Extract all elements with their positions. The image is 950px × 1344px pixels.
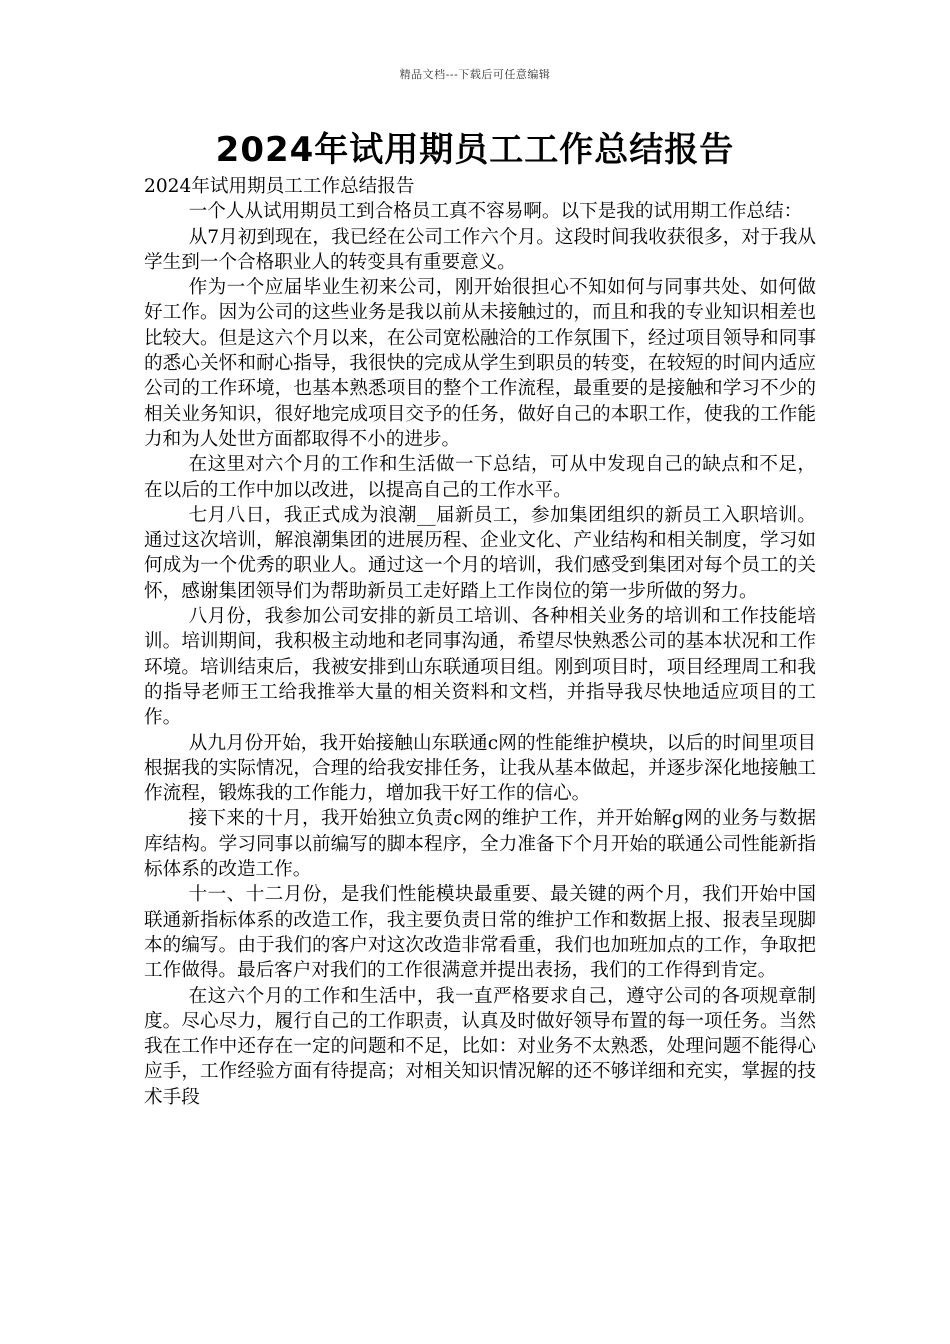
document-title: 2024年试用期员工工作总结报告 [215, 130, 735, 170]
paragraph: 作为一个应届毕业生初来公司，刚开始很担心不知如何与同事共处、如何做好工作。因为公司的这些业务是我以前从未接触过的，而且和我的专业知识相差也比较大。但是这六个月以来，在公司宽松融洽的工作氛围下，经过项目领导和同事的悉心关怀和耐心指导，我很快的完成从学生到职员的转变，在较短的时间内适应公司的工作环境，也基本熟悉项目的整个工作流程，最重要的是接触和学习不少的相关业务知识，很好地完成项目交予的任务，做好自己的本职工作，使我的工作能力和为人处世方面都取得不小的进步。 [144, 277, 816, 450]
paragraph: 在这六个月的工作和生活中，我一直严格要求自己，遵守公司的各项规章制度。尽心尽力，履行自己的工作职责，认真及时做好领导布置的每一项任务。当然我在工作中还存在一定的问题和不足，比如：对业务不太熟悉，处理问题不能得心应手，工作经验方面有待提高；对相关知识情况解的还不够详细和充实，掌握的技术手段 [144, 985, 816, 1108]
paragraph: 接下来的十月，我开始独立负责c网的维护工作，并开始解g网的业务与数据库结构。学习同事以前编写的脚本程序，全力准备下个月开始的联通公司性能新指标体系的改造工作。 [144, 808, 816, 881]
paragraph: 七月八日，我正式成为浪潮__届新员工，参加集团组织的新员工入职培训。通过这次培训，解浪潮集团的进展历程、企业文化、产业结构和相关制度，学习如何成为一个优秀的职业人。通过这一个月的培训，我们感受到集团对每个员工的关怀，感谢集团领导们为帮助新员工走好踏上工作岗位的第一步所做的努力。 [144, 504, 816, 602]
paragraph: 从九月份开始，我开始接触山东联通c网的性能维护模块，以后的时间里项目根据我的实际情况，合理的给我安排任务，让我从基本做起，并逐步深化地接触工作流程，锻炼我的工作能力，增加我干好工作的信心。 [144, 732, 816, 805]
paragraph: 在这里对六个月的工作和生活做一下总结，可从中发现自己的缺点和不足，在以后的工作中加以改进，以提高自己的工作水平。 [144, 454, 816, 501]
paragraph: 十一、十二月份，是我们性能模块最重要、最关键的两个月，我们开始中国联通新指标体系的改造工作，我主要负责日常的维护工作和数据上报、报表呈现脚本的编写。由于我们的客户对这次改造非常看重，我们也加班加点的工作，争取把工作做得。最后客户对我们的工作很满意并提出表扬，我们的工作得到肯定。 [144, 884, 816, 982]
paragraph: 从7月初到现在，我已经在公司工作六个月。这段时间我收获很多，对于我从学生到一个合格职业人的转变具有重要意义。 [144, 226, 816, 273]
document-subtitle: 2024年试用期员工工作总结报告 [144, 176, 415, 197]
paragraph: 一个人从试用期员工到合格员工真不容易啊。以下是我的试用期工作总结： [188, 201, 803, 223]
header-note: 精品文档---下载后可任意编辑 [399, 68, 551, 81]
paragraph: 八月份，我参加公司安排的新员工培训、各种相关业务的培训和工作技能培训。培训期间，我积极主动地和老同事沟通，希望尽快熟悉公司的基本状况和工作环境。培训结束后，我被安排到山东联通项目组。刚到项目时，项目经理周工和我的指导老师王工给我推举大量的相关资料和文档，并指导我尽快地适应项目的工作。 [144, 606, 816, 729]
document-body [144, 174, 816, 1110]
